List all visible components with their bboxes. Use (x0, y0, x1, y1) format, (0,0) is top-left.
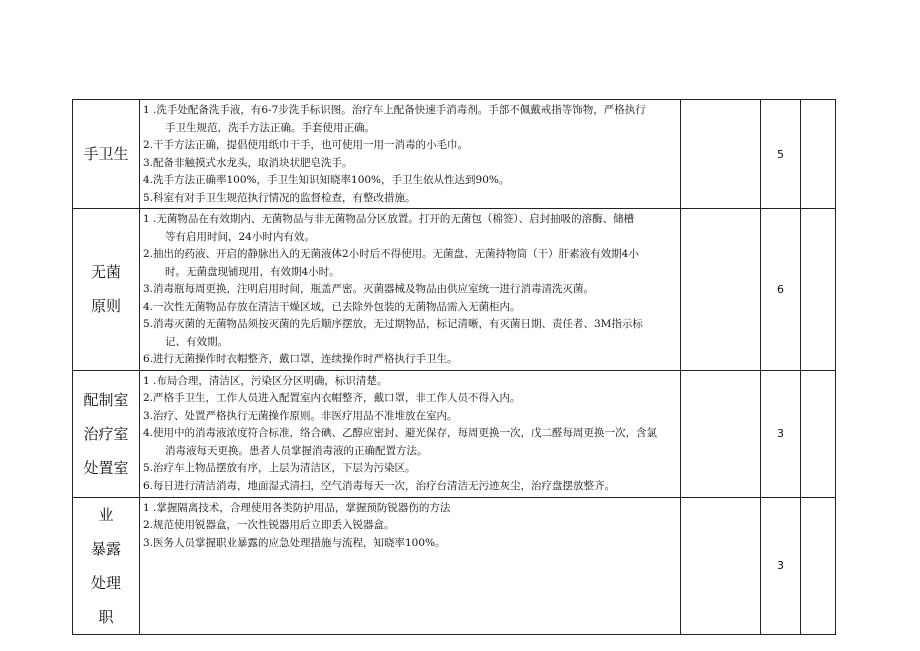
item-text: 干手方法正确，提倡使用纸巾干手，也可使用一用一消毒的小毛巾。 (153, 139, 468, 151)
list-item (143, 172, 677, 190)
item-number: 2. (143, 248, 154, 260)
evaluation-table (72, 99, 836, 635)
category-label: 治疗室 (83, 424, 129, 443)
blank-cell (801, 100, 836, 209)
item-number: 3. (143, 409, 154, 422)
item-number: 1 (143, 501, 150, 514)
table-row (73, 370, 836, 497)
item-text: 进行无菌操作时衣帽整齐，戴口罩，连续操作时严格执行手卫生。 (153, 353, 458, 365)
category-label: 处置室 (83, 458, 129, 477)
item-text: 每日进行清洁消毒，地面湿式清扫，空气消毒每天一次，治疗台清洁无污迹灰尘，治疗盘摆放整齐。 (153, 479, 615, 492)
item-text: .洗手处配备洗手液，有6-7步洗手标识图。治疗车上配备快速手消毒剂。手部不佩戴戒指等饰物，严格执行 (153, 104, 646, 116)
category-label: 职 (98, 607, 114, 626)
item-number: 6. (143, 479, 154, 492)
list-item (143, 390, 677, 408)
item-text: 消毒灭菌的无菌物品须按灭菌的先后顺序摆放，无过期物品，标记清晰，有灭菌日期、责任者、3M指示标 (153, 318, 643, 330)
list-item (143, 137, 677, 155)
blank-cell (681, 370, 761, 497)
list-item (143, 500, 677, 518)
item-number: 2. (143, 519, 154, 531)
item-text: 治疗车上物品摆放有序，上层为清洁区，下层为污染区。 (153, 462, 416, 474)
score-value: 5 (761, 100, 801, 209)
list-item (143, 211, 677, 246)
list-item (143, 351, 677, 369)
item-text: 抽出的药液、开启的静脉出入的无菌液体2小时后不得使用。无菌盘、无菌持物筒（干）肝素液有效期4小 (153, 248, 639, 260)
blank-cell (801, 497, 836, 634)
list-item (143, 535, 677, 553)
category-cell (73, 370, 140, 497)
list-item (143, 316, 677, 351)
criteria-cell (140, 100, 681, 209)
criteria-cell (140, 497, 681, 634)
item-text-continuation: 消毒液每天更换。患者人员掌握消毒液的正确配置方法。 (165, 444, 428, 457)
score-value: 6 (761, 209, 801, 371)
list-item (143, 246, 677, 281)
item-text: 科室有对手卫生规范执行情况的监督检查，有整改措施。 (153, 191, 416, 204)
list-item (143, 299, 677, 317)
criteria-cell (140, 370, 681, 497)
blank-cell (681, 497, 761, 634)
blank-cell (681, 100, 761, 209)
item-number: 4. (143, 300, 154, 313)
item-number: 5. (143, 462, 154, 474)
item-text-continuation: 手卫生规范，洗手方法正确。手套使用正确。 (165, 121, 375, 134)
item-number: 2. (143, 392, 154, 404)
blank-cell (801, 370, 836, 497)
item-number: 3. (143, 536, 154, 549)
item-text: .无菌物品在有效期内、无菌物品与非无菌物品分区放置。打开的无菌包（棉签）、启封抽吸的溶酶、储槽 (153, 213, 635, 225)
category-cell (73, 100, 140, 209)
table-row (73, 100, 836, 209)
blank-cell (681, 209, 761, 371)
category-label: 无菌 (90, 263, 121, 282)
list-item (143, 460, 677, 478)
blank-cell (801, 209, 836, 371)
item-number: 2. (143, 139, 154, 151)
item-text: .掌握隔离技术，合理使用各类防护用品，掌握预防锐器伤的方法 (153, 501, 451, 514)
item-text: 配备非触摸式水龙头，取消块状肥皂洗手。 (153, 156, 353, 169)
category-label: 手卫生 (83, 145, 129, 163)
item-text: 规范使用锐器盒，一次性锐器用后立即丢入锐器盒。 (153, 519, 395, 531)
item-text: 消毒瓶每周更换，注明启用时间，瓶盖严密。灭菌器械及物品由供应室统一进行消毒清洗灭菌。 (153, 283, 594, 295)
list-item (143, 281, 677, 299)
list-item (143, 102, 677, 137)
category-cell (73, 209, 140, 371)
item-text-continuation: 记、有效期。 (165, 335, 228, 348)
category-label: 原则 (90, 297, 121, 316)
score-value: 3 (761, 370, 801, 497)
list-item (143, 155, 677, 173)
category-label: 暴露 (90, 539, 121, 558)
item-text-continuation: 等有启用时间，24小时内有效。 (165, 230, 315, 243)
table-row (73, 209, 836, 371)
item-number: 1 (143, 213, 150, 225)
item-number: 3. (143, 283, 154, 295)
item-text-continuation: 时。无菌盘现铺现用，有效期4小时。 (165, 265, 340, 278)
table-row (73, 497, 836, 634)
score-value: 3 (761, 497, 801, 634)
item-text: 医务人员掌握职业暴露的应急处理措施与流程，知晓率100%。 (153, 536, 446, 549)
item-number: 6. (143, 353, 154, 365)
list-item (143, 478, 677, 496)
category-cell (73, 497, 140, 634)
item-number: 4. (143, 427, 154, 439)
item-text: 使用中的消毒液浓度符合标准，络合碘、乙醇应密封、避光保存，每周更换一次，戊二醛每周更换一次，含氯 (153, 427, 657, 439)
item-text: 严格手卫生，工作人员进入配置室内衣帽整齐，戴口罩，非工作人员不得入内。 (153, 392, 521, 404)
category-label: 处理 (90, 573, 121, 592)
list-item (143, 373, 677, 391)
table-body (73, 100, 836, 635)
list-item (143, 517, 677, 535)
list-item (143, 408, 677, 426)
item-number: 4. (143, 174, 154, 186)
item-text: 洗手方法正确率100%，手卫生知识知晓率100%，手卫生依从性达到90%。 (153, 174, 510, 186)
list-item (143, 190, 677, 208)
item-number: 1 (143, 374, 150, 387)
item-text: .布局合理，清洁区，污染区分区明确，标识清楚。 (153, 374, 388, 387)
category-label: 业 (98, 505, 114, 524)
item-number: 5. (143, 191, 154, 204)
item-number: 1 (143, 104, 150, 116)
item-text: 治疗、处置严格执行无菌操作原则。非医疗用品不准堆放在室内。 (153, 409, 458, 422)
item-number: 3. (143, 156, 154, 169)
list-item (143, 425, 677, 460)
item-text: 一次性无菌物品存放在清洁干燥区域，已去除外包装的无菌物品需入无菌柜内。 (153, 300, 521, 313)
category-label: 配制室 (83, 390, 129, 409)
item-number: 5. (143, 318, 154, 330)
criteria-cell (140, 209, 681, 371)
